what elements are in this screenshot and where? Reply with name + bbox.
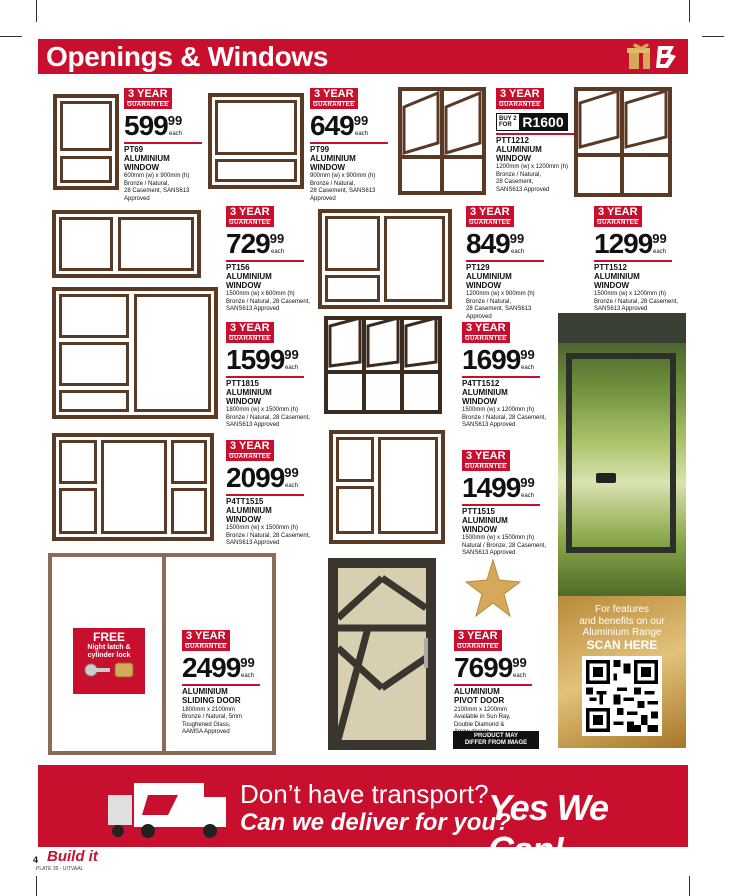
product-block <box>226 322 366 430</box>
guarantee-badge: 3 YEAR GUARANTEE <box>226 206 274 227</box>
product-name: ALUMINIUM <box>310 153 356 163</box>
product-name: ALUMINIUM <box>454 687 500 696</box>
product-name: ALUMINIUM <box>226 387 272 397</box>
product-name: ALUMINIUM <box>462 387 508 397</box>
product-name: SLIDING DOOR <box>182 695 241 705</box>
product-block <box>462 322 602 430</box>
promo-line-3: Aluminium Range <box>582 627 662 638</box>
product-block <box>124 88 264 203</box>
product-price: 1599$^{99}$ each <box>226 344 299 375</box>
product-name: PIVOT DOOR <box>454 695 505 705</box>
product-name: ALUMINIUM <box>124 153 170 163</box>
product-spec: 900mm (w) x 900mm (h) Bronze / Natural, 28 Casement, SANS613 Approved <box>310 173 376 202</box>
key-icon <box>79 659 139 681</box>
page-number: 4 <box>33 855 39 865</box>
guarantee-badge: 3 YEAR GUARANTEE <box>124 88 172 109</box>
guarantee-badge: 3 YEAR GUARANTEE <box>466 206 514 227</box>
window-image-p4tt1515 <box>52 433 214 541</box>
product-spec: 1800mm x 2100mm Bronze / Natural, 5mm Toughened Glass, AAMSA Approved <box>182 706 243 736</box>
product-name: WINDOW <box>594 280 630 290</box>
product-spec: 1500mm (w) x 1500mm (h) Bronze / Natural, 28 Casement, SANS613 Approved <box>226 525 311 547</box>
product-code: PTT1515 <box>462 507 495 516</box>
product-block <box>226 440 366 548</box>
product-code: PTT1512 <box>594 263 627 272</box>
free-title: FREE <box>92 630 125 644</box>
banner-line-2: Can we deliver for you? <box>240 809 511 836</box>
product-price: 1299$^{99}$ each <box>594 228 667 259</box>
product-price: $849^{99}$ each <box>466 228 525 259</box>
buildit-logo-icon <box>650 42 682 70</box>
guarantee-badge: 3 YEAR GUARANTEE <box>454 630 502 651</box>
guarantee-badge: 3 YEAR GUARANTEE <box>226 440 274 461</box>
promo-line-2: and benefits on our <box>579 615 665 627</box>
product-spec: 1200mm (w) x 900mm (h) Bronze / Natural, 28 Casement, SANS613 Approved <box>466 291 535 320</box>
product-name: WINDOW <box>226 396 262 406</box>
plate-text: PLATE 39 - UITVAAL <box>36 866 84 872</box>
product-code: P4TT1512 <box>462 379 500 388</box>
product-name: ALUMINIUM <box>226 271 272 281</box>
product-code: PTT1815 <box>226 379 259 388</box>
bundle-price: BUY 2 FOR R1600 <box>496 113 568 131</box>
star-decoration-icon <box>464 558 522 618</box>
guarantee-badge: 3 YEAR GUARANTEE <box>310 88 358 109</box>
product-code: PT99 <box>310 145 330 154</box>
product-spec: 1500mm (w) x 1500mm (h) Natural / Bronze, 28 Casement, SANS613 Approved <box>462 535 547 557</box>
truck-icon <box>108 775 228 839</box>
product-name: ALUMINIUM <box>462 515 508 525</box>
product-spec: 1500mm (w) x 600mm (h) Bronze / Natural, 28 Casement, SANS613 Approved <box>226 291 311 313</box>
product-name: ALUMINIUM <box>182 687 228 696</box>
product-code: PT156 <box>226 263 250 272</box>
product-spec: 1500mm (w) x 1200mm (h) Bronze / Natural, 28 Casement, SANS613 Approved <box>462 407 547 429</box>
window-image-pt69 <box>53 94 119 190</box>
product-block <box>454 630 594 737</box>
free-line-2: cylinder lock <box>87 651 131 659</box>
product-block <box>462 450 602 558</box>
footer-logo: Build it <box>47 848 98 865</box>
promo-cta: SCAN HERE <box>586 638 658 652</box>
product-name: WINDOW <box>310 162 346 172</box>
product-price: 7699$^{99}$ each <box>454 652 527 683</box>
qr-code-icon[interactable] <box>582 656 662 736</box>
product-price: $599^{99}$ each <box>124 110 183 141</box>
product-code: PT129 <box>466 263 490 272</box>
free-latch-badge <box>73 628 145 694</box>
guarantee-badge: 3 YEAR GUARANTEE <box>594 206 642 227</box>
product-code: P4TT1515 <box>226 497 264 506</box>
product-block <box>310 88 450 203</box>
product-block <box>594 206 734 314</box>
free-line-1: Night latch & <box>87 644 131 651</box>
product-name: WINDOW <box>462 524 498 534</box>
product-price: 2099$^{99}$ each <box>226 462 299 493</box>
banner-line-1: Don’t have transport? <box>240 779 489 809</box>
product-name: ALUMINIUM <box>594 271 640 281</box>
product-code: PT69 <box>124 145 144 154</box>
promo-line-1: For features <box>595 604 649 615</box>
product-spec: 600mm (w) x 900mm (h) Bronze / Natural, 28 Casement, SANS613 Approved <box>124 173 190 202</box>
product-name: WINDOW <box>226 280 262 290</box>
page-title: Openings & Windows <box>46 41 329 72</box>
product-name: ALUMINIUM <box>226 505 272 515</box>
product-spec: 1500mm (w) x 1200mm (h) Bronze / Natural, 28 Casement, SANS613 Approved <box>594 291 679 313</box>
product-price: 1499$^{99}$ each <box>462 472 535 503</box>
product-name: ALUMINIUM <box>466 271 512 281</box>
window-image-ptt1815 <box>52 287 218 419</box>
product-name: ALUMINIUM <box>496 144 542 154</box>
product-price: 2499$^{99}$ each <box>182 652 255 683</box>
product-name: WINDOW <box>462 396 498 406</box>
product-code: PTT1212 <box>496 136 529 145</box>
banner-yes-we-can: Yes We Can! <box>488 787 609 870</box>
guarantee-badge: 3 YEAR GUARANTEE <box>462 322 510 343</box>
product-spec: 2100mm x 1200mm Available in Sun Ray, Double Diamond & Arrow design <box>454 706 511 736</box>
guarantee-badge: 3 YEAR GUARANTEE <box>462 450 510 471</box>
product-name: WINDOW <box>466 280 502 290</box>
product-disclaimer: PRODUCT MAY DIFFER FROM IMAGE <box>453 731 539 749</box>
guarantee-badge: 3 YEAR GUARANTEE <box>226 322 274 343</box>
product-price: $729^{99}$ each <box>226 228 285 259</box>
product-name: WINDOW <box>124 162 160 172</box>
product-price: $649^{99}$ each <box>310 110 369 141</box>
product-spec: 1800mm (w) x 1500mm (h) Bronze / Natural, 28 Casement, SANS613 Approved <box>226 407 311 429</box>
product-block <box>466 206 606 321</box>
product-block <box>226 206 366 314</box>
product-spec: 1200mm (w) x 1200mm (h) Bronze / Natural, 28 Casement, SANS613 Approved <box>496 164 569 193</box>
product-name: WINDOW <box>496 153 532 163</box>
guarantee-badge: 3 YEAR GUARANTEE <box>496 88 544 109</box>
product-price: 1699$^{99}$ each <box>462 344 535 375</box>
product-block <box>496 88 636 194</box>
pivot-door-image <box>328 558 436 750</box>
product-block <box>182 630 322 737</box>
page-header <box>38 39 688 74</box>
product-name: WINDOW <box>226 514 262 524</box>
window-image-pt156 <box>52 210 201 278</box>
guarantee-badge: 3 YEAR GUARANTEE <box>182 630 230 651</box>
